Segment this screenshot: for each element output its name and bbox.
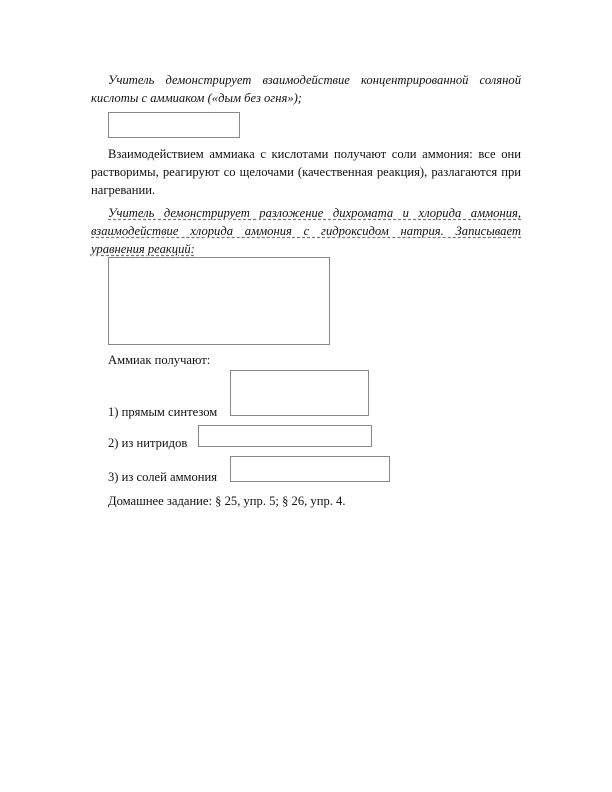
teacher-demo-paragraph-1: Учитель демонстрирует взаимодействие концентрированной соляной кислоты с аммиаком («дым без огня»); [91, 73, 521, 105]
methods-intro: Аммиак получают: [108, 353, 211, 367]
ammonium-salts-box[interactable] [230, 456, 390, 482]
method-nitrides: 2) из нитридов [108, 436, 188, 450]
method-ammonium-salts: 3) из солей аммония [108, 470, 218, 484]
direct-synthesis-box[interactable] [230, 370, 369, 416]
teacher-demo-paragraph-2: Учитель демонстрирует разложение дихромата и хлорида аммония, взаимодействие хлорида аммония с гидроксидом натрия. Записывает уравнения реакций: [91, 206, 521, 256]
nitrides-box[interactable] [198, 425, 372, 447]
homework-line: Домашнее задание: § 25, упр. 5; § 26, упр. 4. [108, 494, 346, 508]
answer-box-1[interactable] [108, 112, 240, 138]
ammonium-salts-paragraph: Взаимодействием аммиака с кислотами получают соли аммония: все они растворимы, реагируют со щелочами (качественная реакция), разлагаются при нагревании. [91, 147, 521, 197]
method-direct-synthesis: 1) прямым синтезом [108, 405, 218, 419]
reaction-equations-box[interactable] [108, 257, 330, 345]
